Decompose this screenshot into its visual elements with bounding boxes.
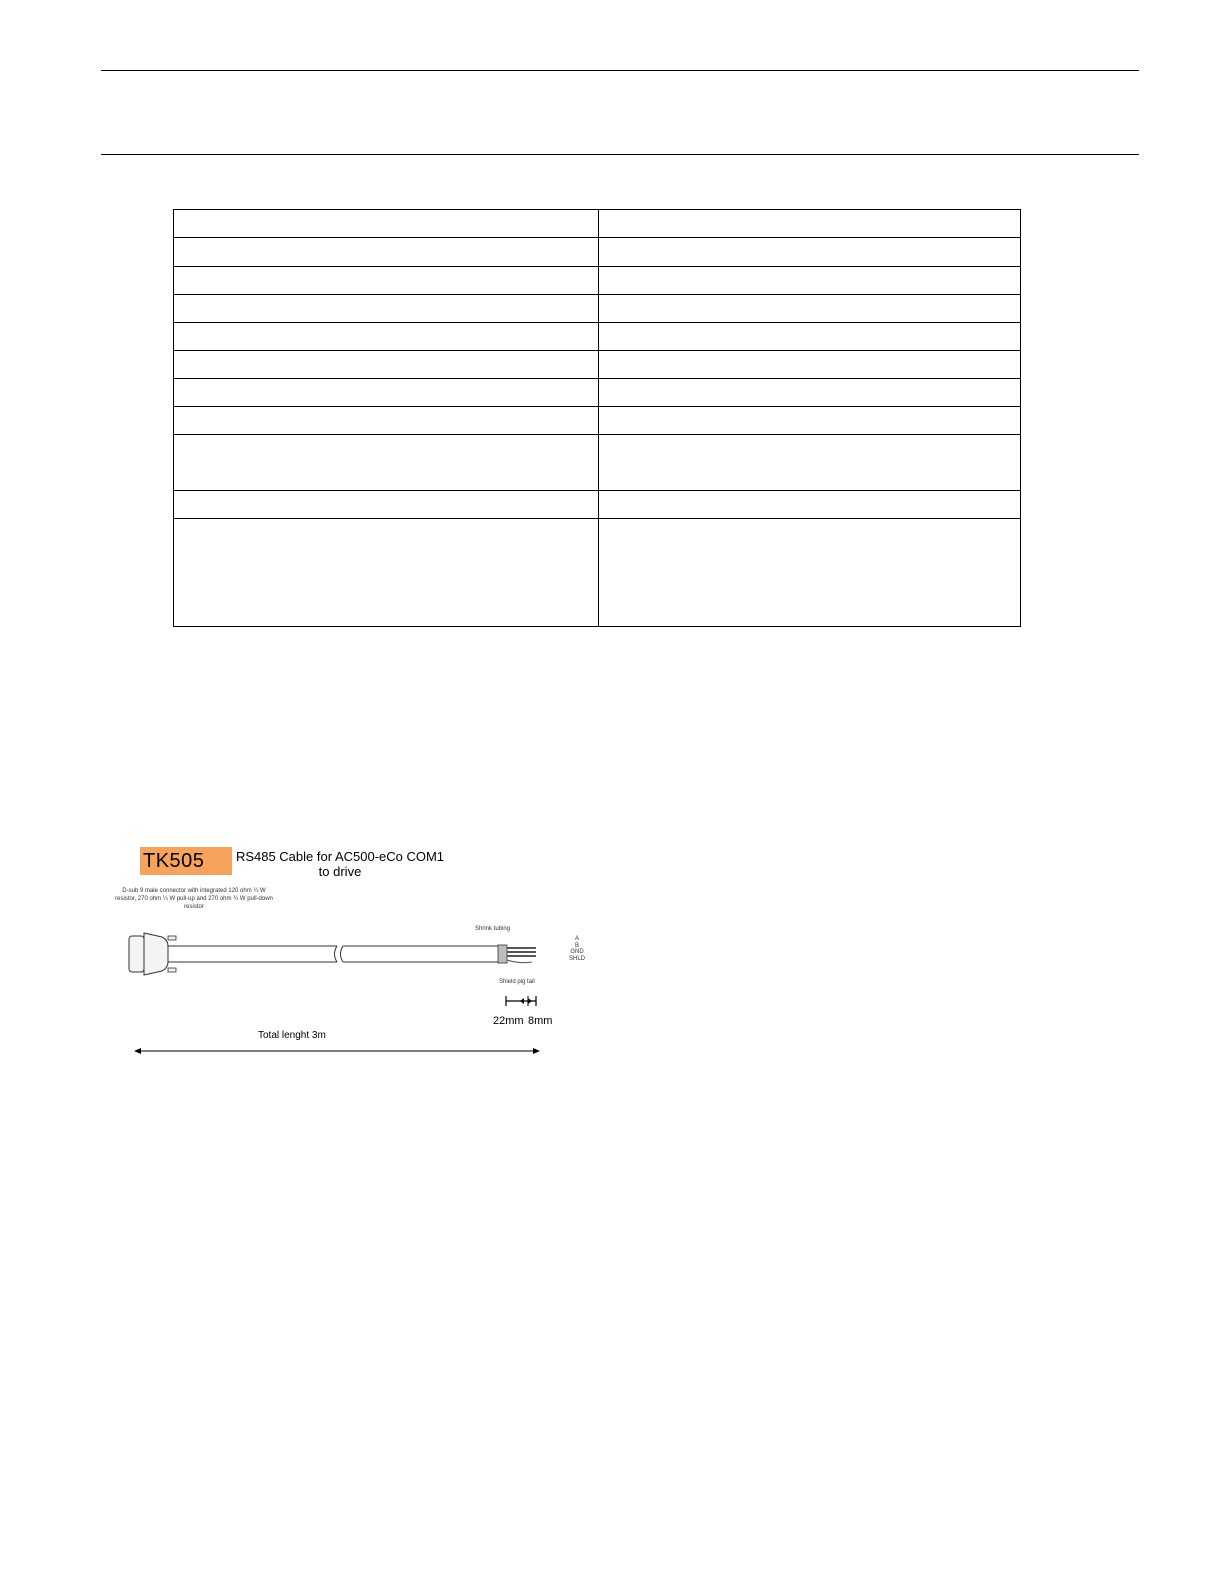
part-number-badge: TK505 — [140, 847, 232, 875]
table-row — [174, 210, 1021, 238]
table-cell — [174, 519, 599, 627]
pin-label: B — [574, 942, 579, 949]
table-cell — [599, 491, 1021, 519]
table-cell — [174, 323, 599, 351]
table-cell — [599, 238, 1021, 267]
dimension-label-pigtail: 22mm — [493, 1015, 524, 1027]
table-cell — [599, 379, 1021, 407]
total-length-arrow — [134, 1048, 540, 1054]
pin-label: A — [574, 936, 579, 942]
total-length-label: Total lenght 3m — [258, 1030, 326, 1041]
table-row — [174, 238, 1021, 267]
table-cell — [599, 435, 1021, 491]
table-row — [174, 295, 1021, 323]
dsub-connector-icon — [129, 933, 176, 975]
wire-ends — [507, 948, 536, 963]
cable-body — [168, 946, 498, 962]
table-row — [174, 267, 1021, 295]
figure-title: RS485 Cable for AC500-eCo COM1 to drive — [235, 849, 445, 879]
header-rule-bottom — [101, 154, 1139, 155]
pin-label: GND — [570, 949, 584, 955]
table-row — [174, 435, 1021, 491]
table-row — [174, 323, 1021, 351]
table-cell — [174, 491, 599, 519]
table-cell — [599, 351, 1021, 379]
connector-note: D-sub 9 male connector with integrated 120 ohm ¼ W resistor, 270 ohm ¼ W pull-up and 270 ohm ¼ W pull-down resistor — [115, 888, 273, 910]
table-cell — [599, 323, 1021, 351]
table-cell — [174, 379, 599, 407]
cable-diagram — [110, 840, 600, 1080]
table-row — [174, 407, 1021, 435]
pin-label: SHLD — [568, 955, 585, 962]
spec-table — [173, 209, 1021, 627]
table-row — [174, 351, 1021, 379]
table-cell — [174, 238, 599, 267]
table-cell — [599, 407, 1021, 435]
table-row — [174, 379, 1021, 407]
shrink-tubing — [498, 945, 507, 963]
table-cell — [174, 435, 599, 491]
dimension-label-strip: 8mm — [528, 1015, 553, 1027]
table-cell — [174, 351, 599, 379]
table-cell — [174, 267, 599, 295]
table-cell — [599, 210, 1021, 238]
table-cell — [599, 295, 1021, 323]
header-rule-top — [101, 70, 1139, 71]
table-cell — [599, 519, 1021, 627]
table-row — [174, 491, 1021, 519]
dimension-marker — [506, 996, 536, 1006]
table-cell — [174, 210, 599, 238]
shrink-tubing-label: Shrink tubing — [475, 926, 511, 932]
table-cell — [174, 407, 599, 435]
table-cell — [599, 267, 1021, 295]
shield-pigtail-label: Shield pig tail — [499, 979, 535, 985]
pin-labels — [564, 936, 590, 962]
table-row — [174, 519, 1021, 627]
table-cell — [174, 295, 599, 323]
